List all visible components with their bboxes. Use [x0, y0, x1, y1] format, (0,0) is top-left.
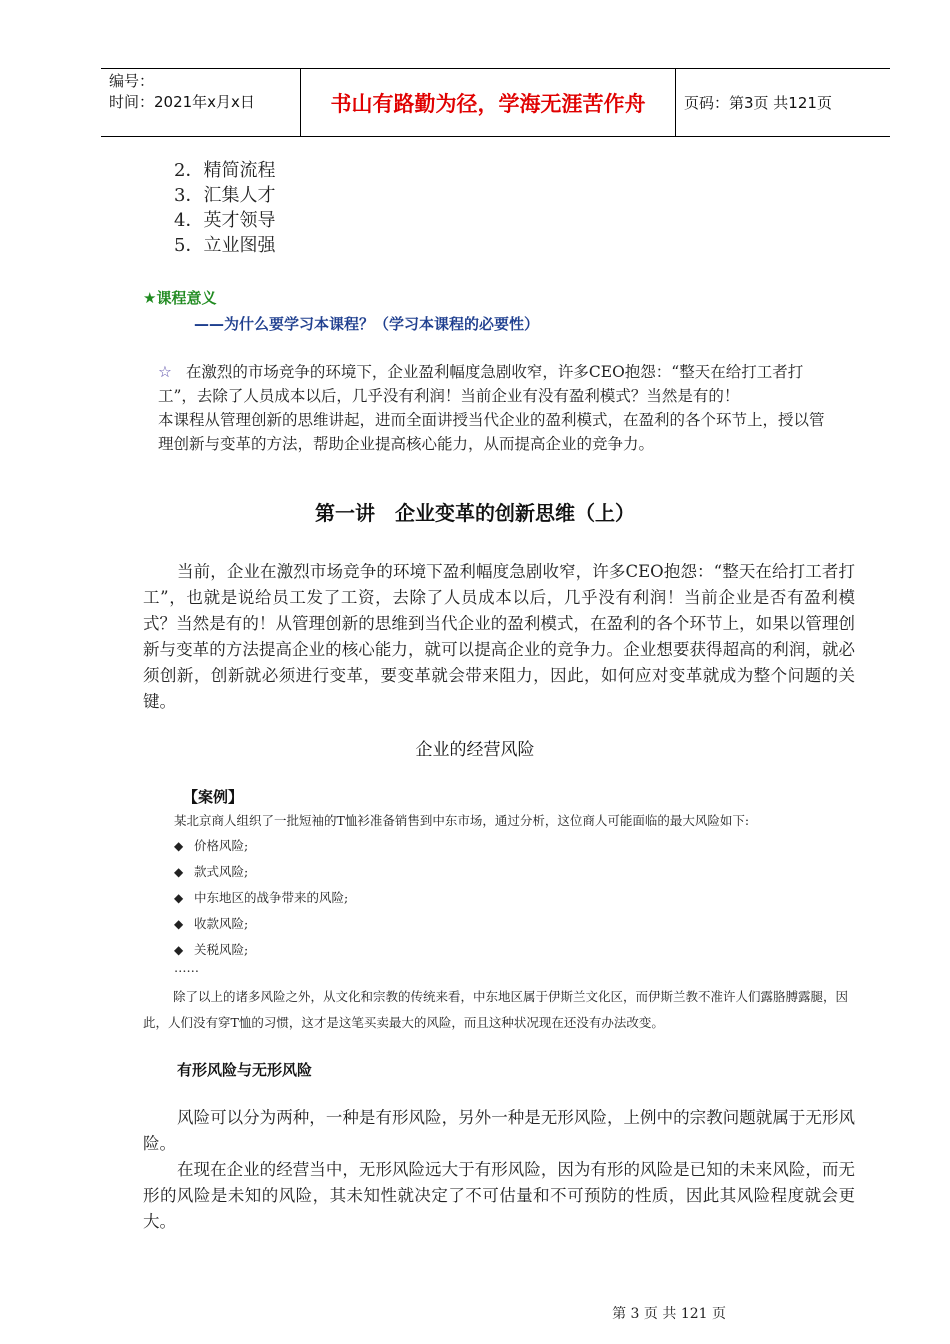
intro-body: 本课程从管理创新的思维讲起，进而全面讲授当代企业的盈利模式，在盈利的各个环节上，授以管理创新与变革的方法，帮助企业提高核心能力，从而提高企业的竞争力。 — [158, 411, 825, 453]
intro-block — [158, 360, 838, 456]
chapter-paragraph: 当前，企业在激烈市场竞争的环境下盈利幅度急剧收窄，许多CEO抱怨：“整天在给打工者打工”，也就是说给员工发了工资，去除了人员成本以后，几乎没有利润！当前企业是否有盈利模式？当然是有的！从管理创新的思维到当代企业的盈利模式，在盈利的各个环节上，如果以管理创新与变革的方法提高企业的核心能力，就可以提高企业的竞争力。企业想要获得超高的利润，就必须创新，创新就必须进行变革，要变革就会带来阻力，因此，如何应对变革就成为整个问题的关键。 — [143, 562, 855, 711]
list-item: 3．汇集人才 — [174, 185, 276, 206]
numbered-list — [174, 158, 275, 258]
tangible-paragraph-1: 风险可以分为两种，一种是有形风险，另外一种是无形风险，上例中的宗教问题就属于无形风险。 — [143, 1108, 855, 1153]
diamond-bullet-icon: ◆ — [174, 839, 184, 853]
diamond-bullet-icon: ◆ — [174, 917, 184, 931]
list-item: 2．精简流程 — [174, 160, 276, 181]
list-item: ◆ 收款风险; — [174, 911, 348, 937]
list-item: ◆ 关税风险; — [174, 937, 348, 963]
star-icon: ☆ — [158, 363, 172, 381]
chapter-title: 第一讲 企业变革的创新思维（上） — [315, 501, 635, 525]
header-page-label: 页码：第3页 共121页 — [684, 94, 832, 112]
list-item: ◆ 价格风险; — [174, 833, 348, 859]
diamond-bullet-icon: ◆ — [174, 865, 184, 879]
case-intro: 某北京商人组织了一批短袖的T恤衫准备销售到中东市场，通过分析，这位商人可能面临的最大风险如下: — [174, 813, 750, 828]
list-item: 4．英才领导 — [174, 210, 276, 231]
list-item: ◆ 款式风险; — [174, 859, 348, 885]
case-bullets — [174, 833, 348, 963]
list-item: 5．立业图强 — [174, 235, 276, 256]
diamond-bullet-icon: ◆ — [174, 891, 184, 905]
header-meta — [101, 69, 301, 136]
intro-quote: 在激烈的市场竞争的环境下，企业盈利幅度急剧收窄，许多CEO抱怨：“整天在给打工者打工”，去除了人员成本以后，几乎没有利润！当前企业有没有盈利模式？当然是有的！ — [158, 363, 804, 405]
case-ellipsis: …… — [174, 960, 199, 975]
section-title: ★课程意义 — [143, 289, 217, 307]
page-header — [101, 68, 890, 137]
list-item: ◆ 中东地区的战争带来的风险; — [174, 885, 348, 911]
intro-quote-paragraph — [158, 360, 838, 408]
number-label: 编号： — [109, 72, 155, 90]
risk-title: 企业的经营风险 — [415, 740, 535, 760]
header-motto: 书山有路勤为径，学海无涯苦作舟 — [301, 69, 676, 136]
diamond-bullet-icon: ◆ — [174, 943, 184, 957]
page-footer: 第 3 页 共 121 页 — [612, 1306, 726, 1322]
case-conclusion: 除了以上的诸多风险之外，从文化和宗教的传统来看，中东地区属于伊斯兰文化区，而伊斯兰教不准许人们露胳膊露腿，因此，人们没有穿T恤的习惯，这才是这笔买卖最大的风险，而且这种状况现在还没有办法改变。 — [143, 989, 849, 1030]
tangible-risk-heading: 有形风险与无形风险 — [177, 1061, 313, 1079]
time-label: 时间：2021年x月x日 — [109, 93, 255, 111]
case-label: 【案例】 — [183, 788, 244, 806]
tangible-paragraph-2: 在现在企业的经营当中，无形风险远大于有形风险，因为有形的风险是已知的未来风险，而无形的风险是未知的风险，其未知性就决定了不可估量和不可预防的性质，因此其风险程度就会更大。 — [143, 1160, 855, 1231]
section-subtitle: ——为什么要学习本课程？（学习本课程的必要性） — [194, 315, 540, 333]
